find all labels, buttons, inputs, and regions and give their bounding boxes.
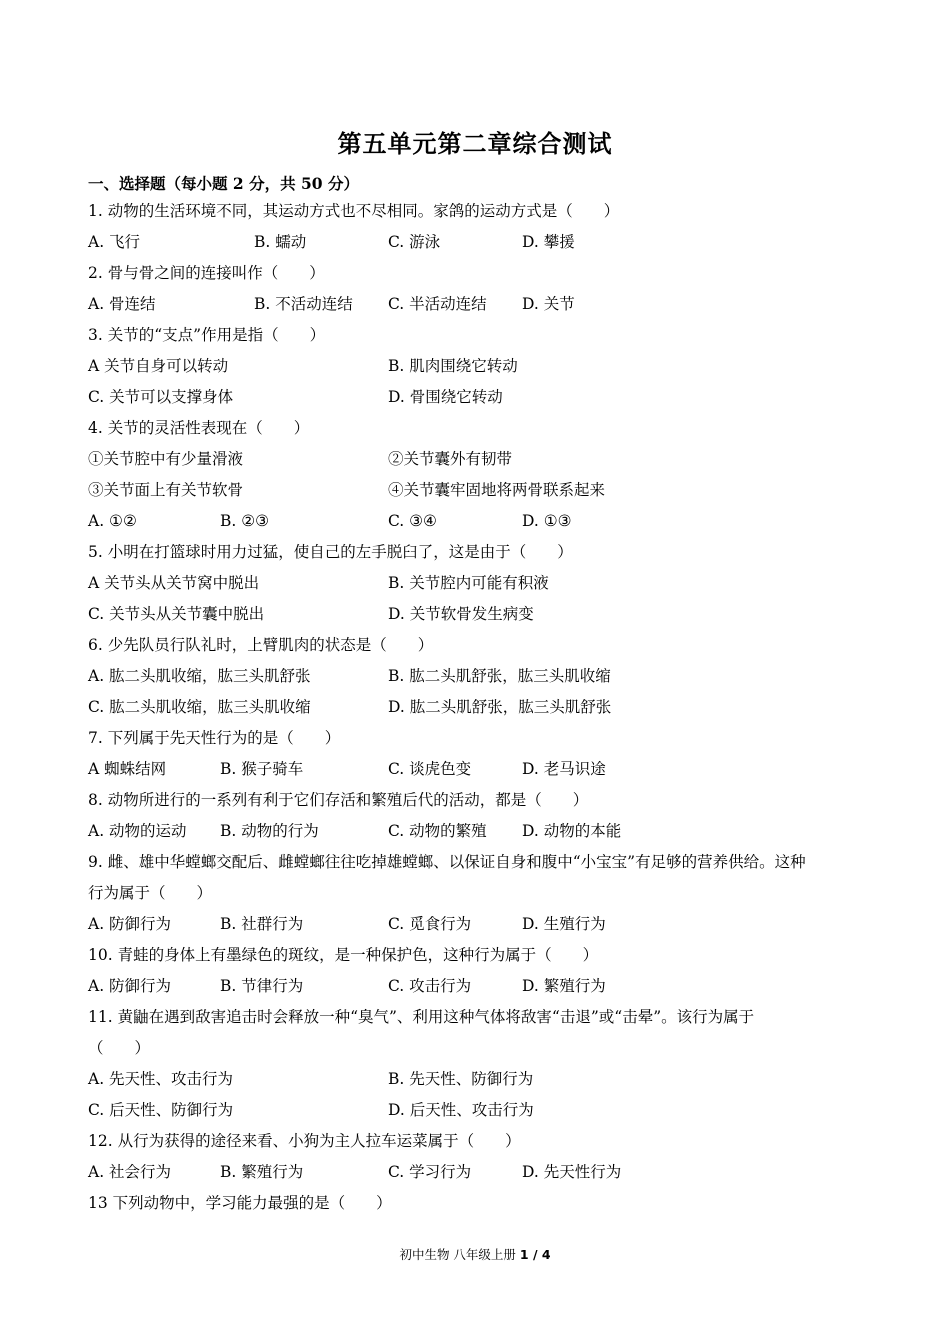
option: C. 关节可以支撑身体 — [88, 388, 234, 406]
option: D. ①③ — [522, 512, 572, 530]
option: C. 后天性、防御行为 — [88, 1101, 234, 1119]
question-stem: 11. 黄鼬在遇到敌害追击时会释放一种“臭气”、利用这种气体将敌害“击退”或“击晕”。该行为属于 — [88, 1008, 755, 1026]
option: D. 骨围绕它转动 — [388, 388, 503, 406]
statement: ①关节腔中有少量滑液 — [88, 450, 244, 468]
option: B. 蠕动 — [254, 233, 307, 251]
question-stem: 5. 小明在打篮球时用力过猛，使自己的左手脱臼了，这是由于（ ） — [88, 543, 573, 561]
question-stem: 9. 雌、雄中华螳螂交配后、雌螳螂往往吃掉雄螳螂、以保证自身和腹中“小宝宝”有足够的营养供给。这种 — [88, 853, 806, 871]
option: B. 猴子骑车 — [220, 760, 304, 778]
options-row — [88, 816, 868, 847]
question-stem: 12. 从行为获得的途径来看、小狗为主人拉车运菜属于（ ） — [88, 1132, 521, 1150]
option: A. 防御行为 — [88, 977, 172, 995]
option: D. 后天性、攻击行为 — [388, 1101, 534, 1119]
options-row — [88, 971, 868, 1002]
option: D. 肱二头肌舒张，肱三头肌舒张 — [388, 698, 612, 716]
statement: ④关节囊牢固地将两骨联系起来 — [388, 481, 606, 499]
option: A. 社会行为 — [88, 1163, 172, 1181]
question-stem: 8. 动物所进行的一系列有利于它们存活和繁殖后代的活动，都是（ ） — [88, 791, 589, 809]
option: C. 关节头从关节囊中脱出 — [88, 605, 265, 623]
option: B. 先天性、防御行为 — [388, 1070, 534, 1088]
question-stem-continued: （ ） — [88, 1039, 151, 1057]
option: B. 肌肉围绕它转动 — [388, 357, 518, 375]
option: D. 关节软骨发生病变 — [388, 605, 534, 623]
option: A 关节头从关节窝中脱出 — [88, 574, 260, 592]
option: C. 肱二头肌收缩，肱三头肌收缩 — [88, 698, 311, 716]
question-stem: 10. 青蛙的身体上有墨绿色的斑纹，是一种保护色，这种行为属于（ ） — [88, 946, 599, 964]
option: D. 生殖行为 — [522, 915, 606, 933]
option: A. 动物的运动 — [88, 822, 187, 840]
statements-row — [88, 444, 868, 475]
option: C. 谈虎色变 — [388, 760, 472, 778]
option: D. 先天性行为 — [522, 1163, 622, 1181]
question-stem: 3. 关节的“支点”作用是指（ ） — [88, 326, 326, 344]
option: A. 肱二头肌收缩，肱三头肌舒张 — [88, 667, 311, 685]
options-row — [88, 661, 868, 692]
option: C. 攻击行为 — [388, 977, 472, 995]
option: C. 游泳 — [388, 233, 441, 251]
option: B. 动物的行为 — [220, 822, 319, 840]
option: D. 攀援 — [522, 233, 575, 251]
option: C. ③④ — [388, 512, 437, 530]
option: D. 老马识途 — [522, 760, 606, 778]
statements-row — [88, 475, 868, 506]
option: D. 繁殖行为 — [522, 977, 606, 995]
option: A. 飞行 — [88, 233, 141, 251]
options-row — [88, 1157, 868, 1188]
page-title: 第五单元第二章综合测试 — [337, 129, 613, 158]
page-number: 1 / 4 — [519, 1247, 551, 1262]
option: A. ①② — [88, 512, 137, 530]
question-stem: 1. 动物的生活环境不同，其运动方式也不尽相同。家鸽的运动方式是（ ） — [88, 202, 620, 220]
statement: ②关节囊外有韧带 — [388, 450, 513, 468]
option: A. 防御行为 — [88, 915, 172, 933]
section-heading: 一、选择题（每小题 2 分，共 50 分） — [88, 174, 359, 193]
page-footer — [0, 1245, 950, 1263]
question-stem-continued: 行为属于（ ） — [88, 884, 213, 902]
options-row — [88, 568, 868, 599]
option: B. ②③ — [220, 512, 270, 530]
options-row — [88, 289, 868, 320]
option: D. 动物的本能 — [522, 822, 622, 840]
options-row — [88, 382, 868, 413]
option: A 关节自身可以转动 — [88, 357, 229, 375]
option: C. 半活动连结 — [388, 295, 487, 313]
question-stem: 4. 关节的灵活性表现在（ ） — [88, 419, 310, 437]
option: A 蜘蛛结网 — [88, 760, 167, 778]
statement: ③关节面上有关节软骨 — [88, 481, 244, 499]
option: B. 不活动连结 — [254, 295, 353, 313]
options-row — [88, 1064, 868, 1095]
option: A. 先天性、攻击行为 — [88, 1070, 234, 1088]
question-stem: 2. 骨与骨之间的连接叫作（ ） — [88, 264, 325, 282]
option: D. 关节 — [522, 295, 575, 313]
options-row — [88, 351, 868, 382]
option: C. 学习行为 — [388, 1163, 472, 1181]
question-stem: 7. 下列属于先天性行为的是（ ） — [88, 729, 341, 747]
footer-label: 初中生物 八年级上册 — [399, 1247, 520, 1262]
option: B. 关节腔内可能有积液 — [388, 574, 549, 592]
question-stem: 6. 少先队员行队礼时，上臂肌肉的状态是（ ） — [88, 636, 434, 654]
options-row — [88, 754, 868, 785]
option: B. 节律行为 — [220, 977, 304, 995]
option: B. 社群行为 — [220, 915, 304, 933]
options-row — [88, 909, 868, 940]
options-row — [88, 227, 868, 258]
option: C. 觅食行为 — [388, 915, 472, 933]
question-list — [88, 196, 868, 1219]
option: A. 骨连结 — [88, 295, 156, 313]
options-row — [88, 599, 868, 630]
option: C. 动物的繁殖 — [388, 822, 487, 840]
option: B. 肱二头肌舒张，肱三头肌收缩 — [388, 667, 611, 685]
options-row — [88, 1095, 868, 1126]
options-row — [88, 506, 868, 537]
question-stem: 13 下列动物中，学习能力最强的是（ ） — [88, 1194, 392, 1212]
option: B. 繁殖行为 — [220, 1163, 304, 1181]
options-row — [88, 692, 868, 723]
